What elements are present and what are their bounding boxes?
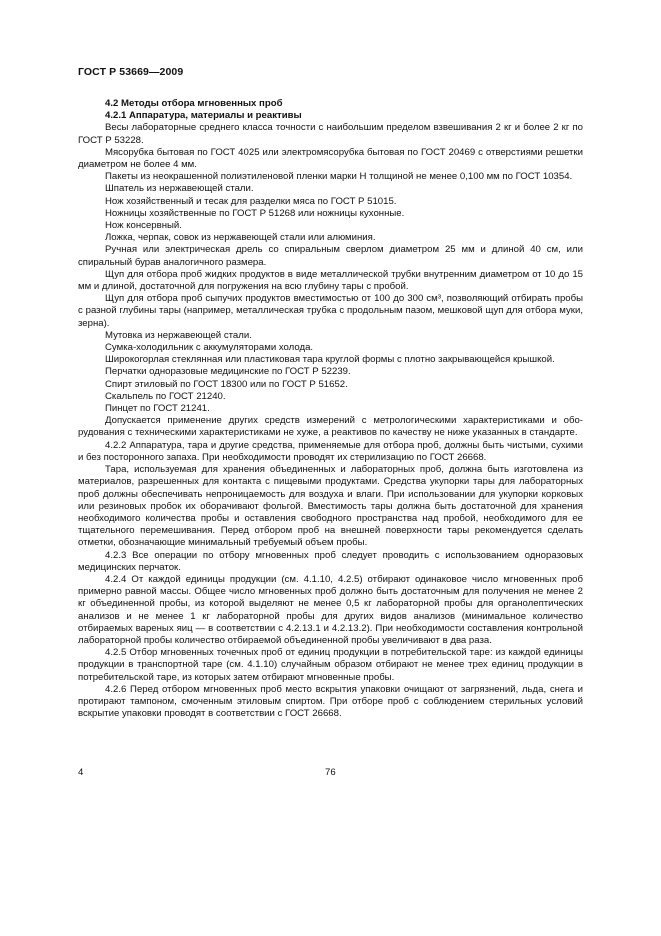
page-number-left: 4 bbox=[78, 767, 84, 778]
paragraph: 4.2.2 Аппаратура, тара и другие средства, применяемые для отбора проб, должны быть чистыми, сухими и без посторонного запаха. При необходимости проводят их стерилизацию по ГОСТ 26668. bbox=[78, 439, 583, 463]
paragraph: Мясорубка бытовая по ГОСТ 4025 или электромясорубка бытовая по ГОСТ 20469 с отверстиями решетки диаметром не более 4 мм. bbox=[78, 146, 583, 171]
paragraph: Спирт этиловый по ГОСТ 18300 или по ГОСТ Р 51652. bbox=[105, 378, 348, 390]
document-header: ГОСТ Р 53669—2009 bbox=[78, 66, 184, 78]
page-number-center: 76 bbox=[325, 767, 336, 778]
paragraph: 4.2.3 Все операции по отбору мгновенных проб следует проводить с использованием одноразовых медицинских перчаток. bbox=[78, 549, 583, 573]
paragraph: Пакеты из неокрашенной полиэтиленовой пленки марки Н толщиной не менее 0,100 мм по ГОСТ 10354. bbox=[105, 171, 573, 183]
paragraph: Пинцет по ГОСТ 21241. bbox=[105, 403, 210, 415]
section-heading: 4.2 Методы отбора мгновенных проб bbox=[105, 98, 283, 109]
paragraph: 4.2.5 Отбор мгновенных точечных проб от единиц продукции в потребительской таре: из каждой единицы продукции в транспортной таре (см. 4.1.10) случайным образом отбирают не менее трех единиц продукции в потребительской таре, из которых затем отбирают мгновенные пробы. bbox=[78, 647, 583, 683]
paragraph: Шпатель из нержавеющей стали. bbox=[105, 183, 254, 195]
paragraph: 4.2.6 Перед отбором мгновенных проб место вскрытия упаковки очищают от загрязнений, льда, снега и протирают тампоном, смоченным этиловым спиртом. При отборе проб с соблюдением стерильных условий вскрытие упаковки проводят в соответствии с ГОСТ 26668. bbox=[78, 683, 583, 720]
paragraph: Тара, используемая для хранения объединенных и лабораторных проб, должна быть изготовлена из материалов, разрешенных для контакта с пищевыми продуктами. Средства укупорки тары для лабораторных проб должны обеспечивать непроницаемость для воздуха и влаги. При использовании для укупорки корковых или резиновых пробок их оборачивают фольгой. Вместимость тары должна быть достаточной для хранения необходимого количества пробы и оставления свободного пространства над пробой, необходимого для ее тщательного перемешивания. Перед отбором проб на внешней поверхности тары рекомендуется сделать отметки, обозначающие минимальный требуемый объем пробы. bbox=[78, 464, 583, 549]
paragraph: Весы лабораторные среднего класса точности с наибольшим пределом взвешивания 2 кг и более 2 кг по ГОСТ Р 53228. bbox=[78, 122, 583, 146]
paragraph: 4.2.4 От каждой единицы продукции (см. 4.1.10, 4.2.5) отбирают одинаковое число мгновенных проб примерно равной массы. Общее число мгновенных проб должно быть достаточным для получения не менее 2 кг объединенной пробы, из которой выделяют не менее 0,5 кг лабораторной пробы для органолептических анализов и не менее 1 кг лабораторной пробы для других видов анализов (минимальное количество отбираемых вареных яиц — в соответствии с 4.2.13.1 и 4.2.13.2). При необходимости составления контрольной лабораторной пробы количество отбираемой объединенной пробы увеличивают в два раза. bbox=[78, 573, 583, 646]
paragraph: Ножницы хозяйственные по ГОСТ Р 51268 или ножницы кухонные. bbox=[105, 207, 405, 219]
paragraph: Допускается применение других средств измерений с метрологическими характеристиками и оборудования с техническими характеристиками не хуже, а реактивов по качеству не ниже указанных в стандарте. bbox=[78, 415, 583, 439]
paragraph: Перчатки одноразовые медицинские по ГОСТ Р 52239. bbox=[105, 366, 351, 378]
paragraph: Широкогорлая стеклянная или пластиковая тара круглой формы с плотно закрывающейся крышкой. bbox=[105, 354, 555, 366]
paragraph: Щуп для отбора проб жидких продуктов в виде металлической трубки внутренним диаметром от 10 до 15 мм и длиной, достаточной для погружения на всю глубину тары с пробой. bbox=[78, 268, 583, 293]
paragraph: Ложка, черпак, совок из нержавеющей стали или алюминия. bbox=[105, 232, 376, 244]
paragraph: Сумка-холодильник с аккумуляторами холода. bbox=[105, 342, 314, 354]
subsection-heading: 4.2.1 Аппаратура, материалы и реактивы bbox=[105, 110, 302, 122]
document-body bbox=[78, 98, 583, 720]
paragraph: Нож хозяйственный и тесак для разделки мяса по ГОСТ Р 51015. bbox=[105, 195, 397, 207]
paragraph: Ручная или электрическая дрель со спиральным сверлом диаметром 25 мм и длиной 40 см, или спиральный бурав аналогичного размера. bbox=[78, 244, 583, 268]
paragraph: Щуп для отбора проб сыпучих продуктов вместимостью от 100 до 300 см³, позволяющий отбирать пробы с разной глубины тары (например, металлическая трубка с продольным пазом, мешковой щуп для отбора муки, зерна). bbox=[78, 293, 583, 329]
paragraph: Мутовка из нержавеющей стали. bbox=[105, 329, 252, 341]
paragraph: Скальпель по ГОСТ 21240. bbox=[105, 390, 226, 402]
paragraph: Нож консервный. bbox=[105, 220, 182, 232]
